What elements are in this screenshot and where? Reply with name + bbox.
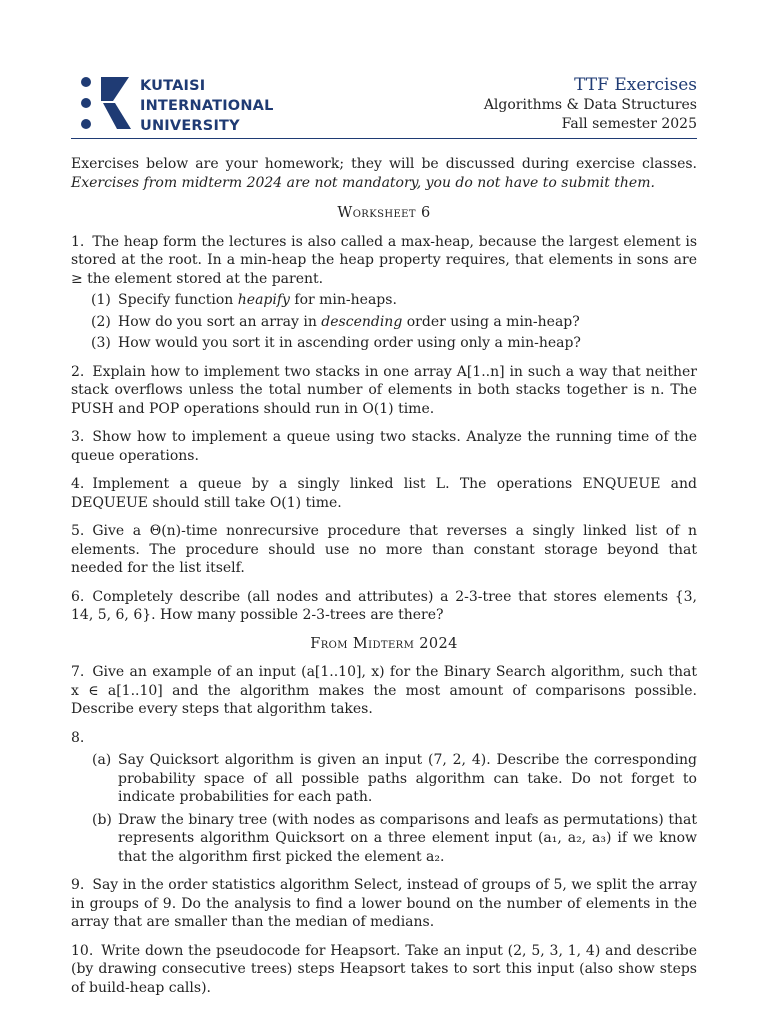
- item-label: (a): [92, 752, 112, 768]
- exercise-7: [71, 663, 697, 719]
- exercise-6: [71, 588, 697, 625]
- semester: Fall semester 2025: [561, 116, 697, 132]
- item-text: How do you sort an array in: [118, 313, 322, 330]
- university-logo: [77, 73, 277, 133]
- exercise-2: [71, 363, 697, 419]
- logo-line-3: UNIVERSITY: [140, 118, 240, 134]
- exercise-text: Completely describe (all nodes and attributes) a 2-3-tree that stores elements {3, 14, 5, 6, 6}. How many possible 2-3-trees are there?: [71, 588, 697, 623]
- exercise-8: [71, 729, 697, 867]
- exercise-9: [71, 876, 697, 932]
- exercise-number: 4.: [71, 476, 85, 492]
- exercise-1-item-1: [71, 291, 697, 310]
- logo-wordmark: [140, 76, 274, 136]
- exercise-number: 2.: [71, 363, 85, 380]
- logo-line-1: KUTAISI: [140, 78, 206, 94]
- exercise-text: Say in the order statistics algorithm Select, instead of groups of 5, we split the array in groups of 9. Do the analysis to find a lower bound on the number of elements in the array that are smaller than the median of medians.: [71, 877, 697, 930]
- page-header: [71, 70, 697, 134]
- exercise-8-item-a: [71, 751, 697, 807]
- item-text: Specify function: [118, 292, 238, 308]
- document-title: TTF Exercises: [574, 75, 697, 95]
- exercise-1: [71, 233, 697, 353]
- exercise-text: Explain how to implement two stacks in one array A[1..n] in such a way that neither stack overflows unless the total number of elements in both stacks together is n. The PUSH and POP operations should run in O(1) time.: [71, 363, 697, 417]
- title-block: [484, 74, 697, 134]
- exercise-3: [71, 428, 697, 465]
- exercise-4: [71, 475, 697, 512]
- exercise-text: Show how to implement a queue using two stacks. Analyze the running time of the queue operations.: [71, 429, 697, 464]
- exercise-number: 7.: [71, 664, 85, 680]
- exercise-number: 3.: [71, 429, 85, 445]
- item-label: (2): [91, 313, 111, 330]
- item-text: Say Quicksort algorithm is given an input (7, 2, 4). Describe the corresponding probability space of all possible paths algorithm can take. Do not forget to indicate probabilities for each path.: [118, 752, 697, 805]
- exercise-5: [71, 522, 697, 578]
- item-label: (b): [92, 811, 112, 828]
- exercise-text: The heap form the lectures is also called a max-heap, because the largest element is stored at the root. In a min-heap the heap property requires, that elements in sons are ≥ the element stored at the parent.: [71, 233, 697, 287]
- logo-line-2: INTERNATIONAL: [140, 98, 274, 114]
- exercise-number: 6.: [71, 588, 85, 605]
- item-label: (3): [91, 335, 111, 351]
- exercise-10: [71, 942, 697, 998]
- course-name: Algorithms & Data Structures: [483, 97, 697, 113]
- item-text: Draw the binary tree (with nodes as comparisons and leafs as permutations) that represents algorithm Quicksort on a three element input (a₁, a₂, a₃) if we know that the algorithm first picked the element a₂.: [118, 811, 697, 865]
- exercise-text: Give a Θ(n)-time nonrecursive procedure that reverses a singly linked list of n elements. The procedure should use no more than constant storage beyond that needed for the list itself.: [71, 523, 697, 576]
- exercise-text: Give an example of an input (a[1..10], x) for the Binary Search algorithm, such that x ∈ a[1..10] and the algorithm makes the most amount of comparisons possible. Describe every steps that algorithm takes.: [71, 664, 697, 717]
- exercise-1-item-3: [71, 334, 697, 353]
- intro-text: Exercises below are your homework; they will be discussed during exercise classes.: [71, 156, 697, 172]
- exercise-number: 1.: [71, 233, 85, 250]
- exercise-8-item-b: [71, 811, 697, 867]
- exercise-number: 8.: [71, 729, 85, 746]
- section-title-midterm: From Midterm 2024: [310, 635, 458, 652]
- kiu-logo-mark-icon: [77, 73, 137, 133]
- item-label: (1): [91, 292, 111, 308]
- exercise-text: Implement a queue by a singly linked list L. The operations ENQUEUE and DEQUEUE should still take O(1) time.: [71, 476, 697, 511]
- item-emphasis: heapify: [237, 292, 290, 308]
- worksheet-content: [71, 155, 697, 1007]
- exercise-text: Write down the pseudocode for Heapsort. Take an input (2, 5, 3, 1, 4) and describe (by drawing consecutive trees) steps Heapsort takes to sort this input (also show steps of build-heap calls).: [71, 942, 697, 996]
- item-text-end: for min-heaps.: [289, 292, 397, 308]
- section-title-worksheet: Worksheet 6: [337, 205, 431, 221]
- exercise-1-item-2: [71, 313, 697, 332]
- exercise-number: 10.: [71, 942, 94, 959]
- header-divider: [71, 138, 697, 139]
- intro-italic-note: Exercises from midterm 2024 are not mandatory, you do not have to submit them.: [71, 174, 655, 191]
- intro-paragraph: [71, 155, 697, 192]
- item-emphasis: descending: [321, 313, 403, 330]
- item-text: How would you sort it in ascending order using only a min-heap?: [118, 335, 581, 351]
- item-text-end: order using a min-heap?: [402, 313, 580, 330]
- exercise-number: 9.: [71, 877, 85, 893]
- exercise-number: 5.: [71, 523, 85, 539]
